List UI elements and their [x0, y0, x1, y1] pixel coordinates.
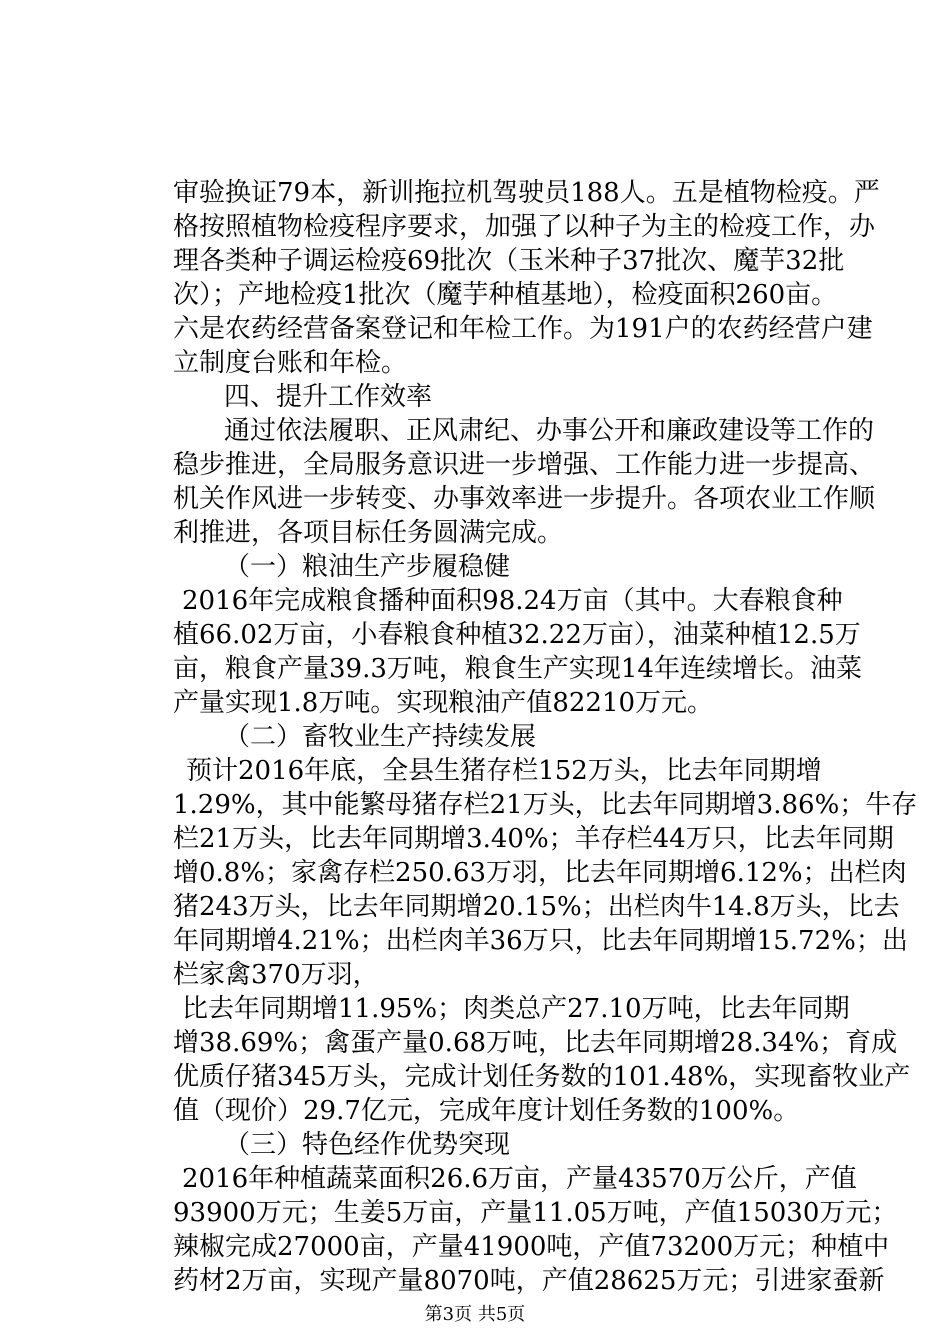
text-line: 利推进，各项目标任务圆满完成。 — [173, 518, 564, 548]
text-line: 预计2016年底，全县生猪存栏152万头，比去年同期增 — [186, 756, 822, 786]
text-line: 药材2万亩，实现产量8070吨，产值28625万元；引进家蚕新 — [173, 1266, 885, 1296]
text-line: 年同期增4.21%；出栏肉羊36万只，比去年同期增15.72%；出 — [173, 926, 908, 956]
text-line: 稳步推进，全局服务意识进一步增强、工作能力进一步提高、 — [173, 450, 876, 480]
text-line: 次）；产地检疫1批次（魔芋种植基地），检疫面积260亩。 — [173, 280, 838, 310]
text-line: 增38.69%；禽蛋产量0.68万吨，比去年同期增28.34%；育成 — [173, 1028, 898, 1058]
text-line: 增0.8%；家禽存栏250.63万羽，比去年同期增6.12%；出栏肉 — [173, 858, 907, 888]
text-line: 比去年同期增11.95%；肉类总产27.10万吨，比去年同期 — [182, 994, 850, 1024]
text-line: 植66.02万亩，小春粮食种植32.22万亩），油菜种植12.5万 — [173, 620, 861, 650]
text-line: 值（现价）29.7亿元，完成年度计划任务数的100%。 — [173, 1096, 800, 1126]
text-line: 审验换证79本，新训拖拉机驾驶员188人。五是植物检疫。严 — [173, 178, 880, 208]
subsection-heading: （三）特色经作优势突现 — [224, 1130, 511, 1160]
text-line: 栏家禽370万羽， — [173, 960, 379, 990]
subsection-heading: （一）粮油生产步履稳健 — [224, 552, 511, 582]
text-line: 1.29%，其中能繁母猪存栏21万头，比去年同期增3.86%；牛存 — [173, 790, 918, 820]
text-line: 93900万元；生姜5万亩，产量11.05万吨，产值15030万元； — [173, 1198, 898, 1228]
text-line: 亩，粮食产量39.3万吨，粮食生产实现14年连续增长。油菜 — [173, 654, 862, 684]
text-line: 格按照植物检疫程序要求，加强了以种子为主的检疫工作，办 — [173, 212, 876, 242]
text-line: 2016年完成粮食播种面积98.24万亩（其中。大春粮食种 — [182, 586, 843, 616]
text-line: 立制度台账和年检。 — [173, 348, 408, 378]
text-line: 六是农药经营备案登记和年检工作。为191户的农药经营户建 — [173, 314, 873, 344]
text-line: 优质仔猪345万头，完成计划任务数的101.48%，实现畜牧业产 — [173, 1062, 911, 1092]
text-line: 通过依法履职、正风肃纪、办事公开和廉政建设等工作的 — [224, 416, 875, 446]
text-line: 猪243万头，比去年同期增20.15%；出栏肉牛14.8万头，比去 — [173, 892, 900, 922]
text-line: 2016年种植蔬菜面积26.6万亩，产量43570万公斤，产值 — [182, 1164, 857, 1194]
text-line: 产量实现1.8万吨。实现粮油产值82210万元。 — [173, 688, 714, 718]
subsection-heading: （二）畜牧业生产持续发展 — [224, 722, 537, 752]
section-heading: 四、提升工作效率 — [224, 382, 433, 412]
page-footer: 第3页 共5页 — [424, 1304, 526, 1325]
text-line: 辣椒完成27000亩，产量41900吨，产值73200万元；种植中 — [173, 1232, 890, 1262]
text-line: 机关作风进一步转变、办事效率进一步提升。各项农业工作顺 — [173, 484, 876, 514]
text-line: 栏21万头，比去年同期增3.40%；羊存栏44万只，比去年同期 — [173, 824, 894, 854]
text-line: 理各类种子调运检疫69批次（玉米种子37批次、魔芋32批 — [173, 246, 845, 276]
